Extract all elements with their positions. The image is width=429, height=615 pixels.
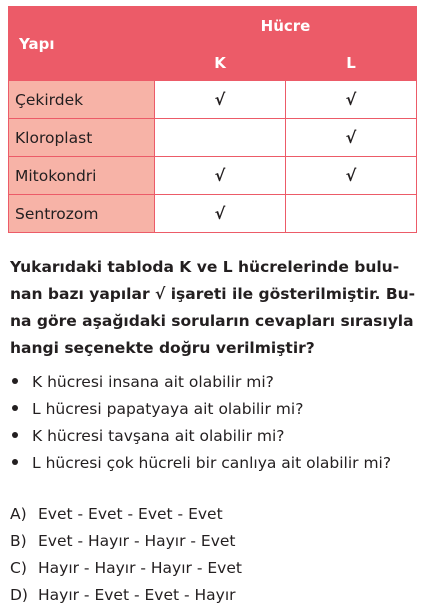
list-item <box>10 369 422 396</box>
option-text: Evet - Hayır - Hayır - Evet <box>38 532 236 550</box>
header-col-k: K <box>155 45 286 81</box>
option-text: Evet - Evet - Evet - Evet <box>38 505 223 523</box>
row-label: Sentrozom <box>9 195 155 233</box>
option-letter: A) <box>10 505 27 523</box>
question-line: na göre aşağıdaki soruların cevapları sırasıyla <box>10 312 414 330</box>
check-cell-l: √ <box>286 157 417 195</box>
option-text: Hayır - Hayır - Hayır - Evet <box>38 559 242 577</box>
bullet-list <box>10 369 422 477</box>
bullet-icon <box>12 378 18 384</box>
table-row <box>9 195 417 233</box>
bullet-text: L hücresi papatyaya ait olabilir mi? <box>32 400 304 418</box>
check-cell-k: √ <box>155 81 286 119</box>
option-letter: D) <box>10 586 28 604</box>
header-hucre: Hücre <box>155 7 417 45</box>
row-label: Mitokondri <box>9 157 155 195</box>
option-a[interactable] <box>10 501 422 528</box>
question-line: hangi seçenekte doğru verilmiştir? <box>10 339 315 357</box>
option-d[interactable] <box>10 582 422 609</box>
bullet-icon <box>12 432 18 438</box>
list-item <box>10 396 422 423</box>
row-label: Çekirdek <box>9 81 155 119</box>
table-row <box>9 81 417 119</box>
check-cell-k: √ <box>155 195 286 233</box>
structure-table <box>8 6 417 233</box>
row-label: Kloroplast <box>9 119 155 157</box>
table-row <box>9 157 417 195</box>
check-cell-l: √ <box>286 81 417 119</box>
answer-options <box>10 501 422 609</box>
check-cell-l: √ <box>286 119 417 157</box>
check-cell-k: √ <box>155 157 286 195</box>
bullet-icon <box>12 459 18 465</box>
bullet-text: K hücresi insana ait olabilir mi? <box>32 373 274 391</box>
question-line: nan bazı yapılar √ işareti ile gösterilmiştir. Bu- <box>10 285 416 303</box>
option-letter: B) <box>10 532 27 550</box>
option-text: Hayır - Evet - Evet - Hayır <box>38 586 236 604</box>
list-item <box>10 450 422 477</box>
bullet-icon <box>12 405 18 411</box>
question-text <box>10 254 420 362</box>
question-line: Yukarıdaki tabloda K ve L hücrelerinde bulu- <box>10 258 400 276</box>
header-yapi: Yapı <box>9 7 155 81</box>
option-b[interactable] <box>10 528 422 555</box>
table-row <box>9 119 417 157</box>
option-c[interactable] <box>10 555 422 582</box>
header-col-l: L <box>286 45 417 81</box>
list-item <box>10 423 422 450</box>
bullet-text: K hücresi tavşana ait olabilir mi? <box>32 427 285 445</box>
option-letter: C) <box>10 559 27 577</box>
bullet-text: L hücresi çok hücreli bir canlıya ait olabilir mi? <box>32 454 392 472</box>
check-cell-k <box>155 119 286 157</box>
check-cell-l <box>286 195 417 233</box>
